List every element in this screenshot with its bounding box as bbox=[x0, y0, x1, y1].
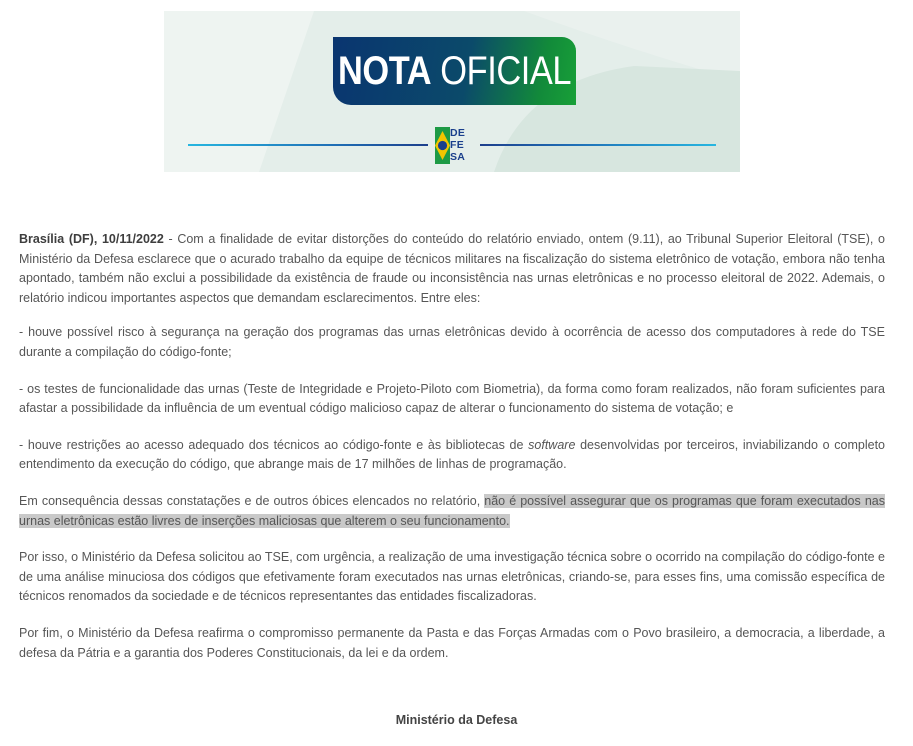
paragraph-intro bbox=[19, 230, 885, 308]
title-light-word: OFICIAL bbox=[440, 49, 572, 93]
paragraph-item-network-risk: - houve possível risco à segurança na geração dos programas das urnas eletrônicas devido à ocorrência de acesso dos computadores à rede do TSE durante a compilação do código-fonte; bbox=[19, 325, 885, 359]
paragraph-item-functional-tests: - os testes de funcionalidade das urnas (Teste de Integridade e Projeto-Piloto com Biometria), da forma como foram realizados, não foram suficientes para afastar a possibilidade da influência de um eventual código malicioso capaz de alterar o funcionamento do sistema de votação; e bbox=[19, 381, 885, 416]
defesa-flag-logo-icon bbox=[435, 127, 451, 165]
highlighted-conclusion: não é possível assegurar que os programas que foram executados nas urnas eletrônicas estão livres de inserções maliciosas que alterem o seu funcionamento. bbox=[19, 493, 885, 528]
paragraph-intro-text: - Com a finalidade de evitar distorções do conteúdo do relatório enviado, ontem (9.11), ao Tribunal Superior Eleitoral (TSE), o Ministério da Defesa esclarece que o acurado trabalho da equipe de técnicos militares na fiscalização do sistema eletrônico de votação, embora não tenha apontado, também não exclui a possibilidade da existência de fraude ou inconsistência nas urnas eletrônicas e no processo eleitoral de 2022. Ademais, o relatório indicou importantes aspectos que demandam esclarecimentos. Entre eles: bbox=[19, 232, 885, 305]
banner-divider-left bbox=[188, 144, 428, 146]
nota-oficial-title-box bbox=[333, 37, 576, 105]
logo-line-1: DE bbox=[450, 127, 466, 139]
article-body bbox=[19, 230, 885, 680]
nota-oficial-banner bbox=[164, 11, 740, 172]
defesa-logo bbox=[435, 127, 473, 165]
logo-line-3: SA bbox=[450, 151, 466, 163]
logo-line-2: FE bbox=[450, 139, 465, 151]
paragraph-consequence bbox=[19, 492, 885, 531]
paragraph-item-access-restrictions bbox=[19, 436, 885, 475]
title-bold-word: NOTA bbox=[337, 49, 432, 93]
paragraph-request: Por isso, o Ministério da Defesa solicitou ao TSE, com urgência, a realização de uma investigação técnica sobre o ocorrido na compilação do código-fonte e de uma análise minuciosa dos códigos que efetivamente foram executados nas urnas eletrônicas, criando-se, para esses fins, uma comissão específica de técnicos renomados da sociedade e de técnicos representantes das entidades fiscalizadoras. bbox=[19, 550, 885, 604]
paragraph-closing: Por fim, o Ministério da Defesa reafirma o compromisso permanente da Pasta e das Forças Armadas com o Povo brasileiro, a democracia, a liberdade, a defesa da Pátria e a garantia dos Poderes Constitucionais, da lei e da ordem. bbox=[19, 625, 885, 660]
signature: Ministério da Defesa bbox=[395, 713, 518, 727]
software-term: software bbox=[528, 437, 576, 452]
nota-oficial-title bbox=[338, 51, 571, 91]
defesa-logo-text bbox=[450, 127, 474, 163]
banner-divider-right bbox=[480, 144, 716, 146]
paragraph-consequence-text: Em consequência dessas constatações e de outros óbices elencados no relatório, bbox=[19, 493, 485, 508]
paragraph-item-access-after: desenvolvidas por terceiros, inviabilizando o completo entendimento da execução do código, que abrange mais de 17 milhões de linhas de programação. bbox=[19, 437, 886, 472]
dateline: Brasília (DF), 10/11/2022 bbox=[19, 232, 164, 246]
paragraph-item-access-before: - houve restrições ao acesso adequado dos técnicos ao código-fonte e às bibliotecas de bbox=[19, 437, 529, 452]
